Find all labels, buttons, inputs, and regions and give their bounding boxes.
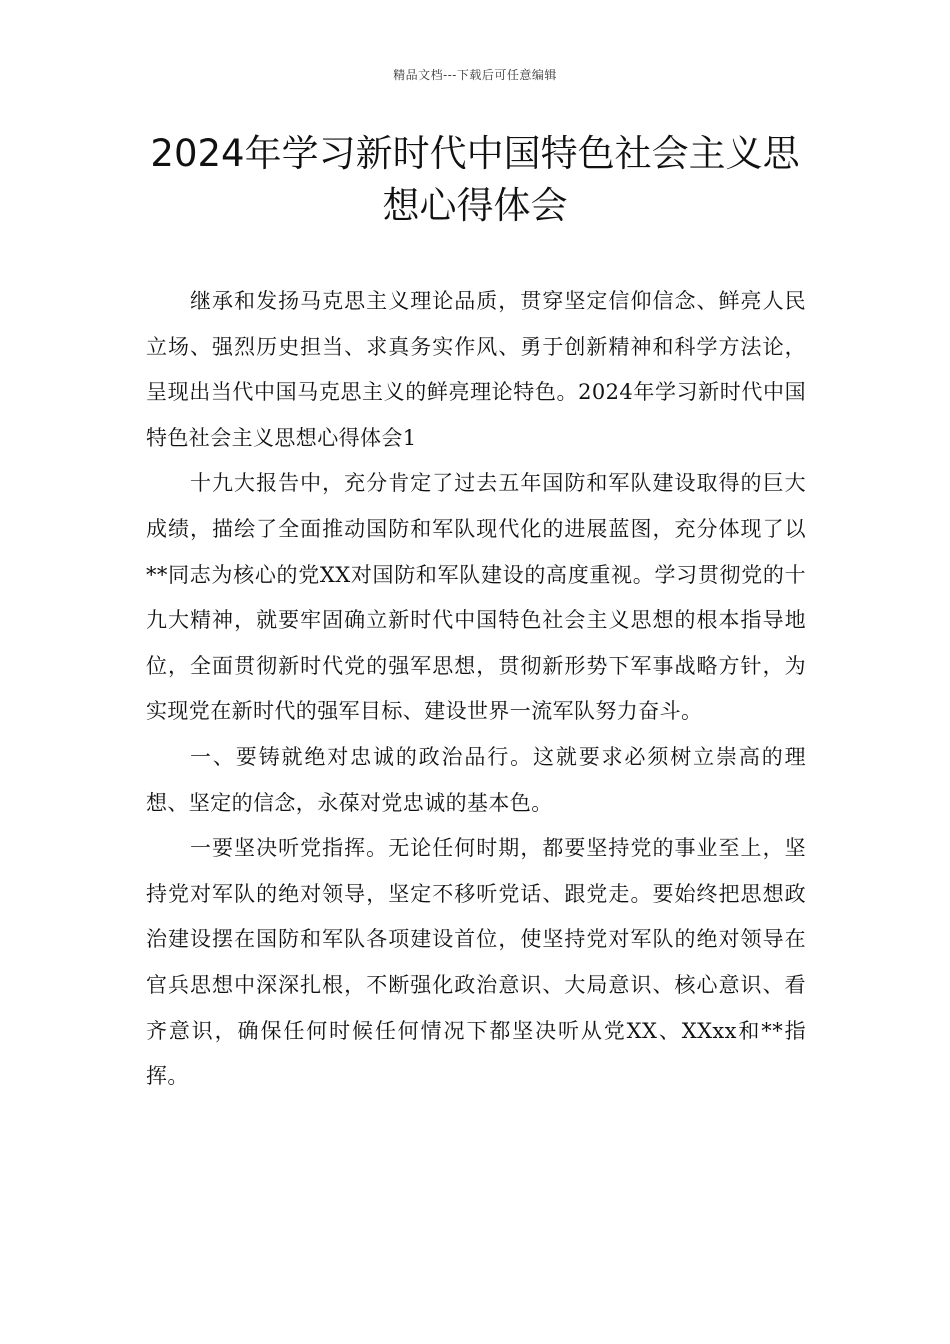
paragraph-1: 继承和发扬马克思主义理论品质，贯穿坚定信仰信念、鲜亮人民立场、强烈历史担当、求真务实作风、勇于创新精神和科学方法论，呈现出当代中国马克思主义的鲜亮理论特色。2024年学习新时代中国特色社会主义思想心得体会1 bbox=[146, 289, 806, 450]
document-body bbox=[146, 279, 806, 1100]
title-line-1: 2024年学习新时代中国特色社会主义思 bbox=[150, 132, 800, 175]
paragraph-4: 一要坚决听党指挥。无论任何时期，都要坚持党的事业至上，坚持党对军队的绝对领导，坚定不移听党话、跟党走。要始终把思想政治建设摆在国防和军队各项建设首位，使坚持党对军队的绝对领导在官兵思想中深深扎根，不断强化政治意识、大局意识、核心意识、看齐意识，确保任何时候任何情况下都坚决听从党XX、XXxx和**指挥。 bbox=[146, 836, 806, 1089]
document-title bbox=[120, 128, 830, 232]
paragraph-3: 一、要铸就绝对忠诚的政治品行。这就要求必须树立崇高的理想、坚定的信念，永葆对党忠诚的基本色。 bbox=[146, 744, 806, 815]
title-line-2: 想心得体会 bbox=[382, 184, 568, 227]
paragraph-2: 十九大报告中，充分肯定了过去五年国防和军队建设取得的巨大成绩，描绘了全面推动国防和军队现代化的进展蓝图，充分体现了以**同志为核心的党XX对国防和军队建设的高度重视。学习贯彻党的十九大精神，就要牢固确立新时代中国特色社会主义思想的根本指导地位，全面贯彻新时代党的强军思想，贯彻新形势下军事战略方针，为实现党在新时代的强军目标、建设世界一流军队努力奋斗。 bbox=[146, 471, 806, 724]
header-note: 精品文档---下载后可任意编辑 bbox=[393, 68, 557, 82]
